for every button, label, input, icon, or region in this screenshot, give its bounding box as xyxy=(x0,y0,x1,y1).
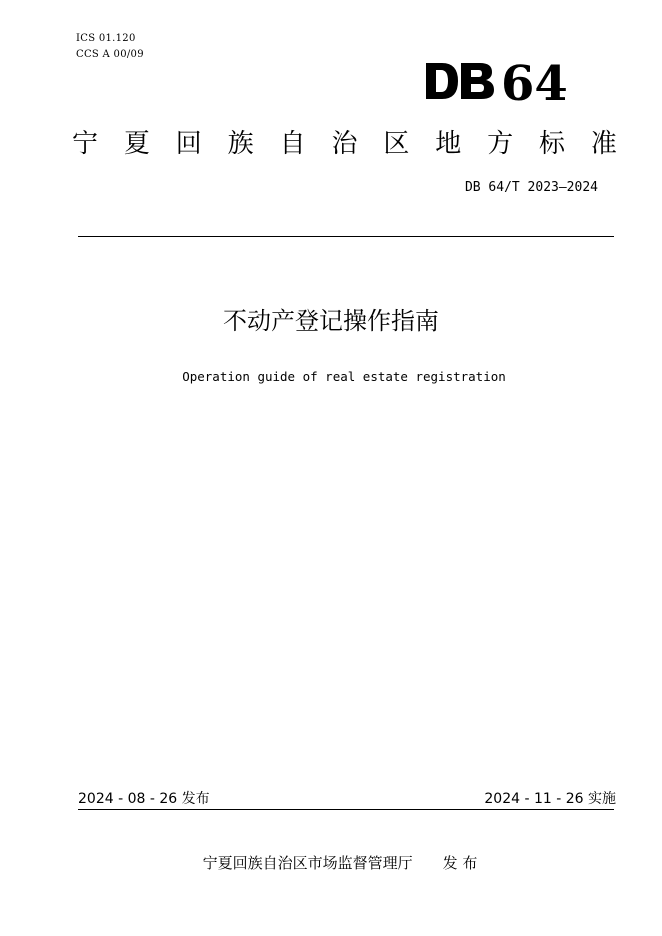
ccs-code: CCS A 00/09 xyxy=(76,49,144,60)
header-divider xyxy=(78,236,614,237)
category-char: 治 xyxy=(331,129,358,159)
category-char: 方 xyxy=(487,129,514,159)
svg-text:64: 64 xyxy=(501,56,568,106)
category-char: 宁 xyxy=(72,129,99,159)
category-char: 族 xyxy=(227,129,254,159)
issue-action: 发 布 xyxy=(442,854,478,872)
ics-code: ICS 01.120 xyxy=(76,33,136,44)
standard-category xyxy=(72,124,617,164)
category-char: 自 xyxy=(279,129,306,159)
classification-codes xyxy=(76,31,144,63)
category-char: 地 xyxy=(435,129,462,159)
issuing-authority xyxy=(0,852,662,874)
issuer-name: 宁夏回族自治区市场监督管理厅 xyxy=(202,854,413,872)
footer-divider xyxy=(78,809,614,810)
category-char: 准 xyxy=(590,129,617,159)
category-char: 夏 xyxy=(123,129,150,159)
category-char: 区 xyxy=(383,129,410,159)
release-date: 2024 - 08 - 26 发布 xyxy=(78,791,210,807)
document-title-english: Operation guide of real estate registration xyxy=(182,369,506,384)
implementation-date: 2024 - 11 - 26 实施 xyxy=(484,791,616,807)
document-title: 不动产登记操作指南 xyxy=(223,307,439,335)
category-char: 标 xyxy=(539,129,566,159)
standard-number: DB 64/T 2023—2024 xyxy=(464,180,598,195)
db64-logo xyxy=(424,56,572,106)
category-char: 回 xyxy=(175,129,202,159)
